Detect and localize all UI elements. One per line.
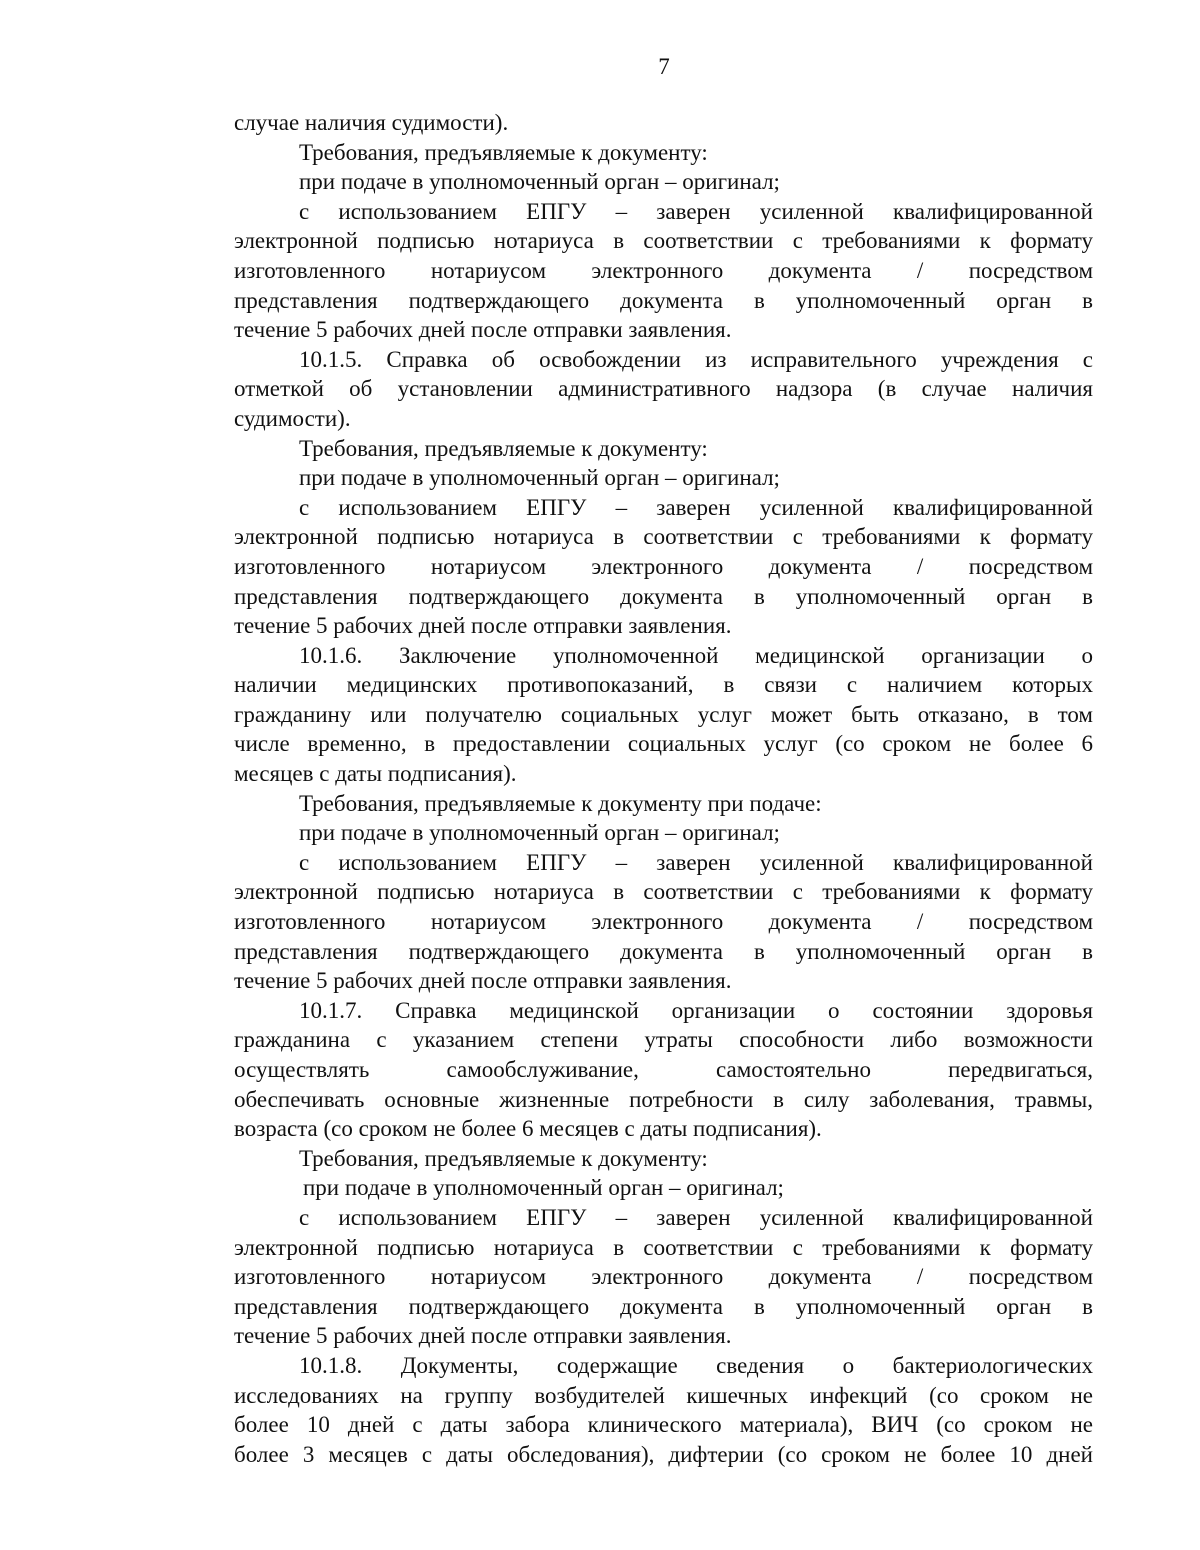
text-line: 10.1.7. Справка медицинской организации о состоянии здоровья — [299, 997, 1093, 1023]
text-line: Требования, предъявляемые к документу при подаче: — [299, 790, 822, 816]
text-line: месяцев с даты подписания). — [234, 761, 517, 787]
text-line: электронной подписью нотариуса в соответствии с требованиями к формату — [234, 228, 1093, 254]
text-line: представления подтверждающего документа в уполномоченный орган в — [234, 287, 1093, 313]
text-line: представления подтверждающего документа в уполномоченный орган в — [234, 583, 1093, 609]
text-line: течение 5 рабочих дней после отправки заявления. — [234, 968, 732, 994]
text-line: Требования, предъявляемые к документу: — [299, 1145, 708, 1171]
text-line: более 10 дней с даты забора клинического материала), ВИЧ (со сроком не — [234, 1412, 1093, 1438]
page-number: 7 — [658, 54, 670, 79]
text-line: с использованием ЕПГУ – заверен усиленной квалифицированной — [299, 849, 1093, 875]
text-line: с использованием ЕПГУ – заверен усиленной квалифицированной — [299, 494, 1093, 520]
text-line: электронной подписью нотариуса в соответствии с требованиями к формату — [234, 1234, 1093, 1260]
text-line: 10.1.6. Заключение уполномоченной медицинской организации о — [299, 642, 1093, 668]
text-line: представления подтверждающего документа в уполномоченный орган в — [234, 938, 1093, 964]
text-line: Требования, предъявляемые к документу: — [299, 139, 708, 165]
text-line: 10.1.8. Документы, содержащие сведения о бактериологических — [299, 1352, 1093, 1378]
text-line: наличии медицинских противопоказаний, в связи с наличием которых — [234, 672, 1093, 698]
text-line: представления подтверждающего документа в уполномоченный орган в — [234, 1293, 1093, 1319]
text-line: осуществлять самообслуживание, самостоятельно передвигаться, — [234, 1057, 1093, 1082]
text-line: гражданину или получателю социальных услуг может быть отказано, в том — [234, 701, 1093, 727]
text-line: 10.1.5. Справка об освобождении из исправительного учреждения с — [299, 346, 1093, 372]
text-line: изготовленного нотариусом электронного документа / посредством — [234, 553, 1093, 579]
text-line: отметкой об установлении административного надзора (в случае наличия — [234, 376, 1093, 402]
text-line: электронной подписью нотариуса в соответствии с требованиями к формату — [234, 524, 1093, 550]
text-line: числе временно, в предоставлении социальных услуг (со сроком не более 6 — [234, 731, 1093, 757]
text-line: судимости). — [234, 405, 351, 431]
text-line: с использованием ЕПГУ – заверен усиленной квалифицированной — [299, 198, 1093, 224]
text-line: электронной подписью нотариуса в соответствии с требованиями к формату — [234, 879, 1093, 905]
text-line: обеспечивать основные жизненные потребности в силу заболевания, травмы, — [234, 1086, 1093, 1112]
document-body — [234, 108, 1093, 1469]
text-line: Требования, предъявляемые к документу: — [299, 435, 708, 461]
text-line: течение 5 рабочих дней после отправки заявления. — [234, 1323, 732, 1349]
text-line: при подаче в уполномоченный орган – оригинал; — [303, 1175, 784, 1201]
text-line: при подаче в уполномоченный орган – оригинал; — [299, 820, 780, 846]
text-line: случае наличия судимости). — [234, 110, 509, 135]
text-line: гражданина с указанием степени утраты способности либо возможности — [234, 1027, 1093, 1053]
text-line: при подаче в уполномоченный орган – оригинал; — [299, 465, 780, 491]
text-line: возраста (со сроком не более 6 месяцев с даты подписания). — [234, 1116, 822, 1142]
text-line: изготовленного нотариусом электронного документа / посредством — [234, 1264, 1093, 1290]
text-line: исследованиях на группу возбудителей кишечных инфекций (со сроком не — [234, 1382, 1093, 1408]
text-line: более 3 месяцев с даты обследования), дифтерии (со сроком не более 10 дней — [234, 1441, 1093, 1467]
text-line: изготовленного нотариусом электронного документа / посредством — [234, 909, 1093, 935]
text-line: изготовленного нотариусом электронного документа / посредством — [234, 257, 1093, 283]
text-line: течение 5 рабочих дней после отправки заявления. — [234, 613, 732, 639]
text-line: при подаче в уполномоченный орган – оригинал; — [299, 169, 780, 195]
text-line: с использованием ЕПГУ – заверен усиленной квалифицированной — [299, 1204, 1093, 1230]
text-line: течение 5 рабочих дней после отправки заявления. — [234, 317, 732, 343]
